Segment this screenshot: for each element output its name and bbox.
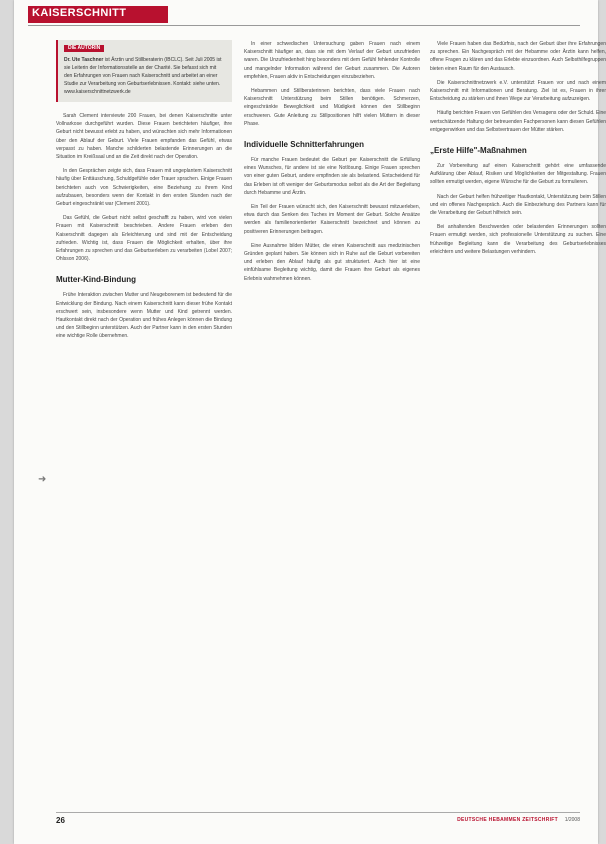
section-heading: „Erste Hilfe"-Maßnahmen: [430, 146, 527, 156]
column-1: [56, 40, 232, 347]
author-contact[interactable]: www.kaiserschnittnetzwerk.de: [64, 89, 131, 95]
issue-number: 1/2008: [564, 817, 580, 823]
margin-arrow-icon: ➜: [38, 474, 47, 485]
column-2: [244, 40, 420, 289]
paragraph: Häufig berichten Frauen von Gefühlen des Versagens oder der Schuld. Eine wertschätzende Haltung der betreuenden Fachpersonen kann diesen Gefühlen entgegenwirken und das Selbstvertrauen der Mütter stärken.: [430, 110, 606, 133]
paragraph: In den Gesprächen zeigte sich, dass Frauen mit ungeplantem Kaiserschnitt häufig über Enttäuschung, Schuldgefühle oder Trauer sprachen. Einige Frauen berichteten auch von Schwierigkeiten, eine Beziehung zu ihrem Kind aufzubauen, besonders wenn der Kontakt in den ersten Stunden nach der Geburt eingeschränkt war (Clement 2001).: [56, 168, 232, 208]
author-name: Dr. Ute Taschner: [64, 57, 104, 63]
header-divider: [28, 25, 580, 26]
author-box: [56, 40, 232, 102]
footer-divider: [56, 812, 580, 813]
paragraph: Die Kaiserschnittnetzwerk e.V. unterstützt Frauen vor und nach einem Kaiserschnitt mit Informationen und Beratung. Ziel ist es, Frauen in ihrer Entscheidung zu stärken und ihnen Wege zur Verarbeitung aufzuzeigen.: [430, 79, 606, 103]
paragraph: Nach der Geburt helfen frühzeitiger Hautkontakt, Unterstützung beim Stillen und ein offenes Nachgespräch. Auch die Einbeziehung des Partners kann für die Verarbeitung der Geburt hilfreich sein.: [430, 193, 606, 217]
paragraph: Viele Frauen haben das Bedürfnis, nach der Geburt über ihre Erfahrungen zu sprechen. Ein Nachgespräch mit der Hebamme oder Ärztin kann helfen, offene Fragen zu klären und das Erlebte einzuordnen. Auch Selbsthilfegruppen bieten einen Raum für den Austausch.: [430, 41, 606, 72]
journal-name: DEUTSCHE HEBAMMEN ZEITSCHRIFT: [457, 817, 558, 823]
author-bio: [64, 56, 226, 96]
paragraph: Für manche Frauen bedeutet die Geburt per Kaiserschnitt die Erfüllung eines Wunsches, für andere ist sie eine Notlösung. Einige Frauen sprechen von einer guten Geburt, andere empfinden sie als belastend. Entscheidend für das Erleben ist oft weniger der Geburtsmodus selbst als die Art der Begleitung durch Hebamme und Ärztin.: [244, 157, 420, 196]
paragraph: Zur Vorbereitung auf einen Kaiserschnitt gehört eine umfassende Aufklärung über Ablauf, Risiken und Möglichkeiten der Mitgestaltung. Frauen sollten ermutigt werden, eigene Wünsche für die Geburt zu formulieren.: [430, 163, 606, 186]
paragraph: In einer schwedischen Untersuchung gaben Frauen nach einem Kaiserschnitt häufiger an, dass sie mit dem Verlauf der Geburt unzufrieden waren. Die Unzufriedenheit hing besonders mit dem Gefühl fehlender Kontrolle und mangelnder Information während der Geburt zusammen. Die Autoren empfehlen, Frauen aktiv in Entscheidungen einzubeziehen.: [244, 41, 420, 80]
column-3: [430, 40, 606, 262]
section-title: KAISERSCHNITT: [32, 7, 127, 19]
section-header: [28, 6, 168, 23]
paragraph: Frühe Interaktion zwischen Mutter und Neugeborenem ist bedeutend für die Entwicklung der Bindung. Nach einem Kaiserschnitt kann dieser frühe Kontakt erschwert sein, insbesondere wenn Mutter und Kind getrennt werden. Hautkontakt direkt nach der Operation und frühes Anlegen können die Bindung und den Stillbeginn unterstützen. Auch der Partner kann in den ersten Stunden eine wichtige Rolle übernehmen.: [56, 292, 232, 340]
page-number: 26: [56, 816, 65, 825]
paragraph: Sarah Clement interviewte 200 Frauen, bei denen Kaiserschnitte unter Vollnarkose durchgeführt wurden. Diese Frauen berichteten häufiger, ihre Geburt nicht bewusst erlebt zu haben, und wünschten sich mehr Informationen über den Ablauf der Geburt. Viele Frauen empfanden das Gefühl, etwas verpasst zu haben. Manche schilderten belastende Erinnerungen an die Situation im Kreißsaal und an die Zeit direkt nach der Operation.: [56, 113, 232, 161]
paragraph: Das Gefühl, die Geburt nicht selbst geschafft zu haben, wird von vielen Frauen mit Kaiserschnitt beschrieben. Andere Frauen erleben den Kaiserschnitt dagegen als Erleichterung und sind mit der Entscheidung zufrieden. Wichtig ist, dass Frauen die Möglichkeit erhalten, über ihre Erfahrungen zu sprechen und das Geburtserleben zu verarbeiten (Lobel 2007; Ohlsson 2006).: [56, 215, 232, 263]
author-label: DIE AUTORIN: [64, 45, 104, 52]
paragraph: Eine Ausnahme bilden Mütter, die einen Kaiserschnitt aus medizinischen Gründen geplant haben. Sie können sich in Ruhe auf die Geburt vorbereiten und erleben den Ablauf häufig als gut strukturiert. Auch hier ist eine einfühlsame Begleitung wichtig, damit die Frauen ihre Geburt als eigenes Erlebnis wahrnehmen können.: [244, 242, 420, 282]
paragraph: Ein Teil der Frauen wünscht sich, den Kaiserschnitt bewusst mitzuerleben, etwa durch das Senken des Tuches im Moment der Geburt. Solche Ansätze werden als familienorientierter Kaiserschnitt bezeichnet und können zu positiveren Erinnerungen beitragen.: [244, 204, 420, 235]
paragraph: Bei anhaltenden Beschwerden oder belastenden Erinnerungen sollten Frauen ermutigt werden, sich professionelle Unterstützung zu suchen. Eine frühzeitige Begleitung kann die Verarbeitung des Geburtserlebnisses erleichtern und weitere Belastungen verhindern.: [430, 224, 606, 255]
paragraph: Hebammen und Stillberaterinnen berichten, dass viele Frauen nach Kaiserschnitt Unterstützung beim Stillen benötigen. Schmerzen, eingeschränkte Beweglichkeit und Müdigkeit können den Stillbeginn erschweren. Gute Anleitung zu Stillpositionen hilft vielen Müttern in dieser Phase.: [244, 88, 420, 127]
section-heading: Mutter-Kind-Bindung: [56, 275, 136, 285]
author-bio-text: ist Ärztin und Stillberaterin (IBCLC). Seit Juli 2005 ist sie Leiterin der Informationsstelle an der Charité. Sie befasst sich mit den Erfahrungen von Frauen nach Kaiserschnitt und arbeitet an einer Studie zur Verarbeitung von Geburtserlebnissen. Kontakt: siehe unten.: [64, 57, 222, 87]
page-footer: [56, 816, 580, 826]
section-heading: Individuelle Schnitterfahrungen: [244, 140, 365, 150]
